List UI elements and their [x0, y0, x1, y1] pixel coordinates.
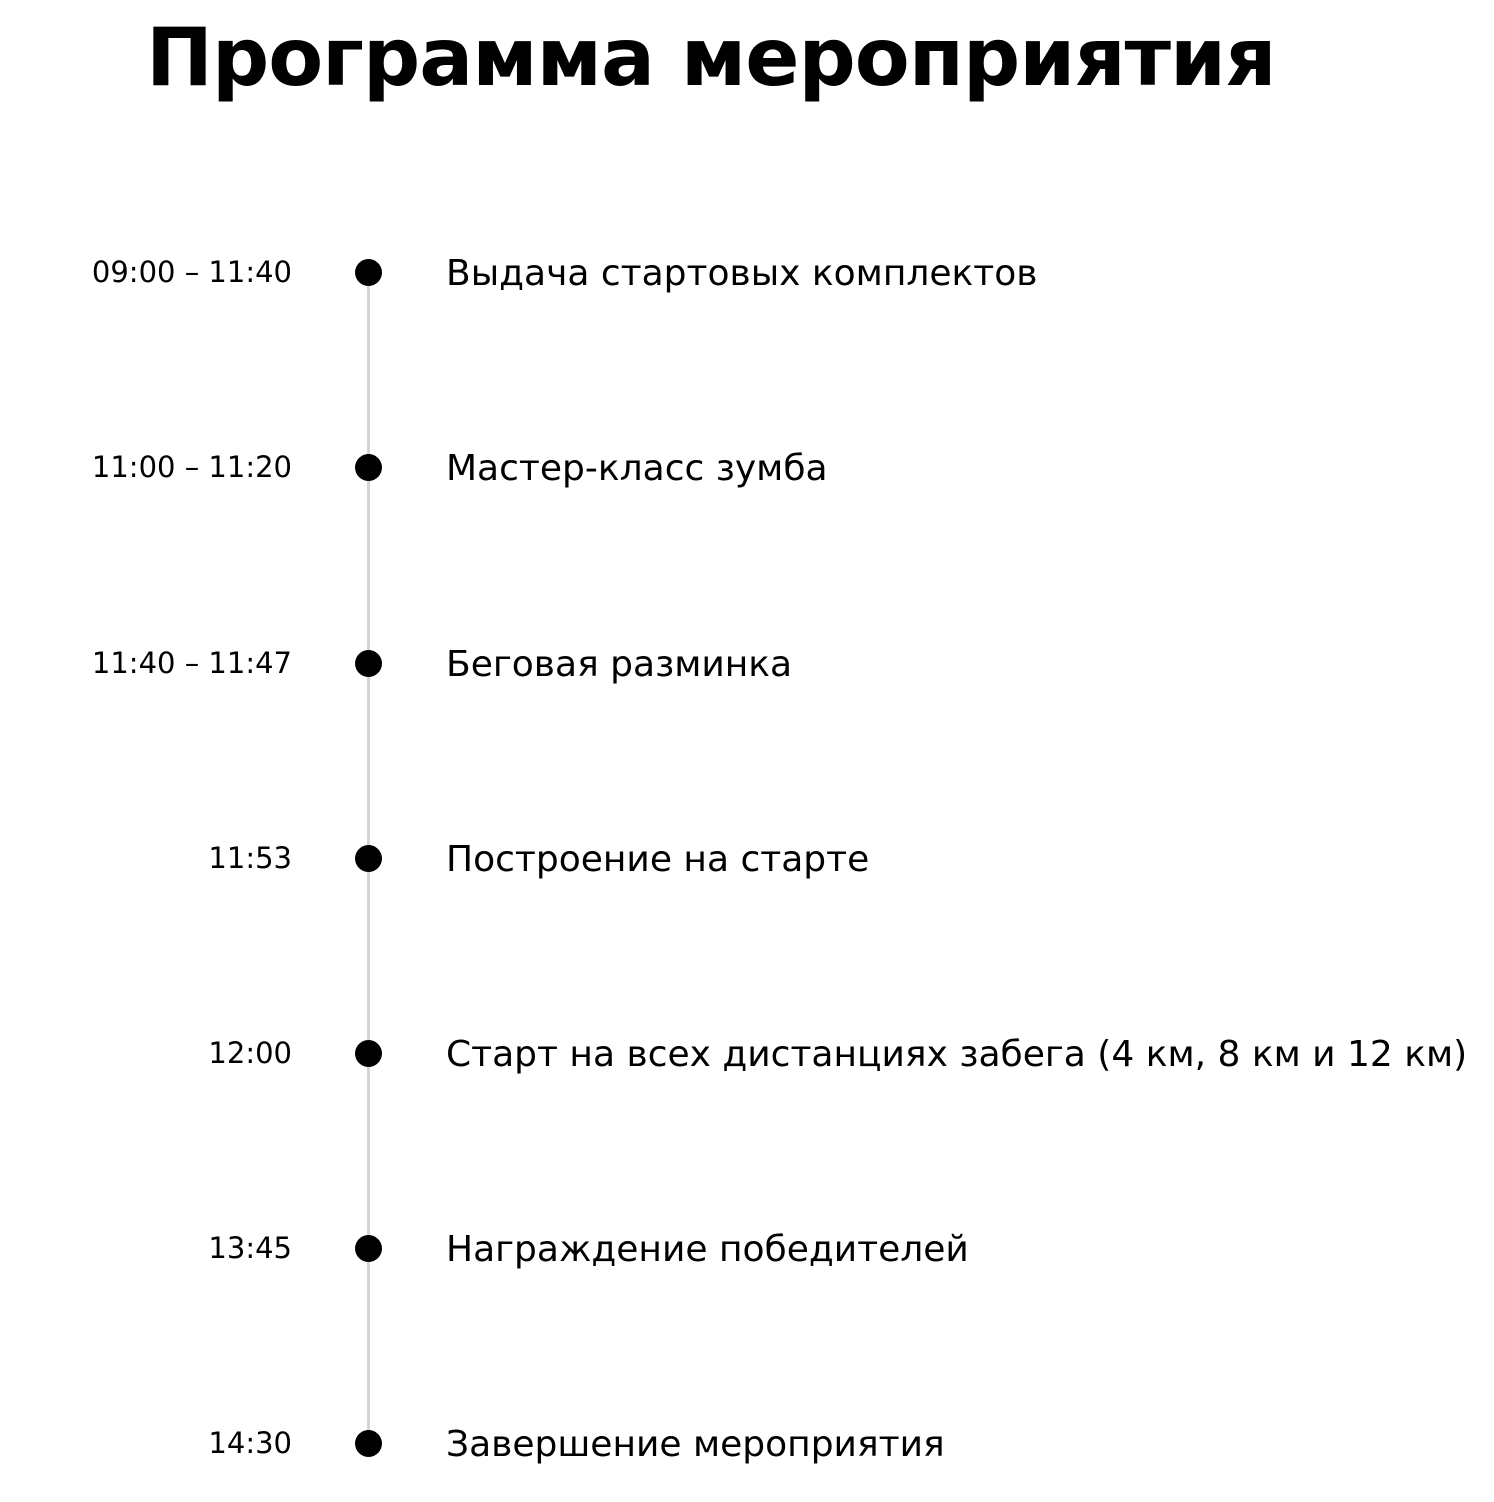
event-time: 13:45 [208, 1231, 292, 1265]
event-time: 11:53 [208, 841, 292, 875]
event-time: 14:30 [208, 1426, 292, 1460]
timeline-event [0, 1425, 1494, 1485]
timeline-dot-icon [355, 259, 382, 286]
event-title: Завершение мероприятия [446, 1424, 945, 1465]
timeline-dot-icon [355, 845, 382, 872]
timeline-dot-icon [355, 1430, 382, 1457]
timeline-event [0, 254, 1494, 314]
timeline-dot-icon [355, 650, 382, 677]
event-time: 09:00 – 11:40 [91, 255, 292, 289]
timeline-event [0, 840, 1494, 900]
event-title: Построение на старте [446, 839, 870, 880]
event-title: Беговая разминка [446, 644, 793, 685]
timeline-event [0, 1230, 1494, 1290]
event-title: Выдача стартовых комплектов [446, 253, 1038, 294]
page-title: Программа мероприятия [146, 11, 1276, 104]
event-title: Старт на всех дистанциях забега (4 км, 8 км и 12 км) [446, 1034, 1468, 1075]
event-time: 11:40 – 11:47 [91, 646, 292, 680]
timeline-event [0, 645, 1494, 705]
timeline-dot-icon [355, 454, 382, 481]
timeline-event [0, 449, 1494, 509]
event-title: Награждение победителей [446, 1229, 969, 1270]
event-title: Мастер-класс зумба [446, 448, 828, 489]
event-time: 12:00 [208, 1036, 292, 1070]
timeline-dot-icon [355, 1235, 382, 1262]
timeline-event [0, 1035, 1494, 1095]
timeline-dot-icon [355, 1040, 382, 1067]
event-time: 11:00 – 11:20 [91, 450, 292, 484]
